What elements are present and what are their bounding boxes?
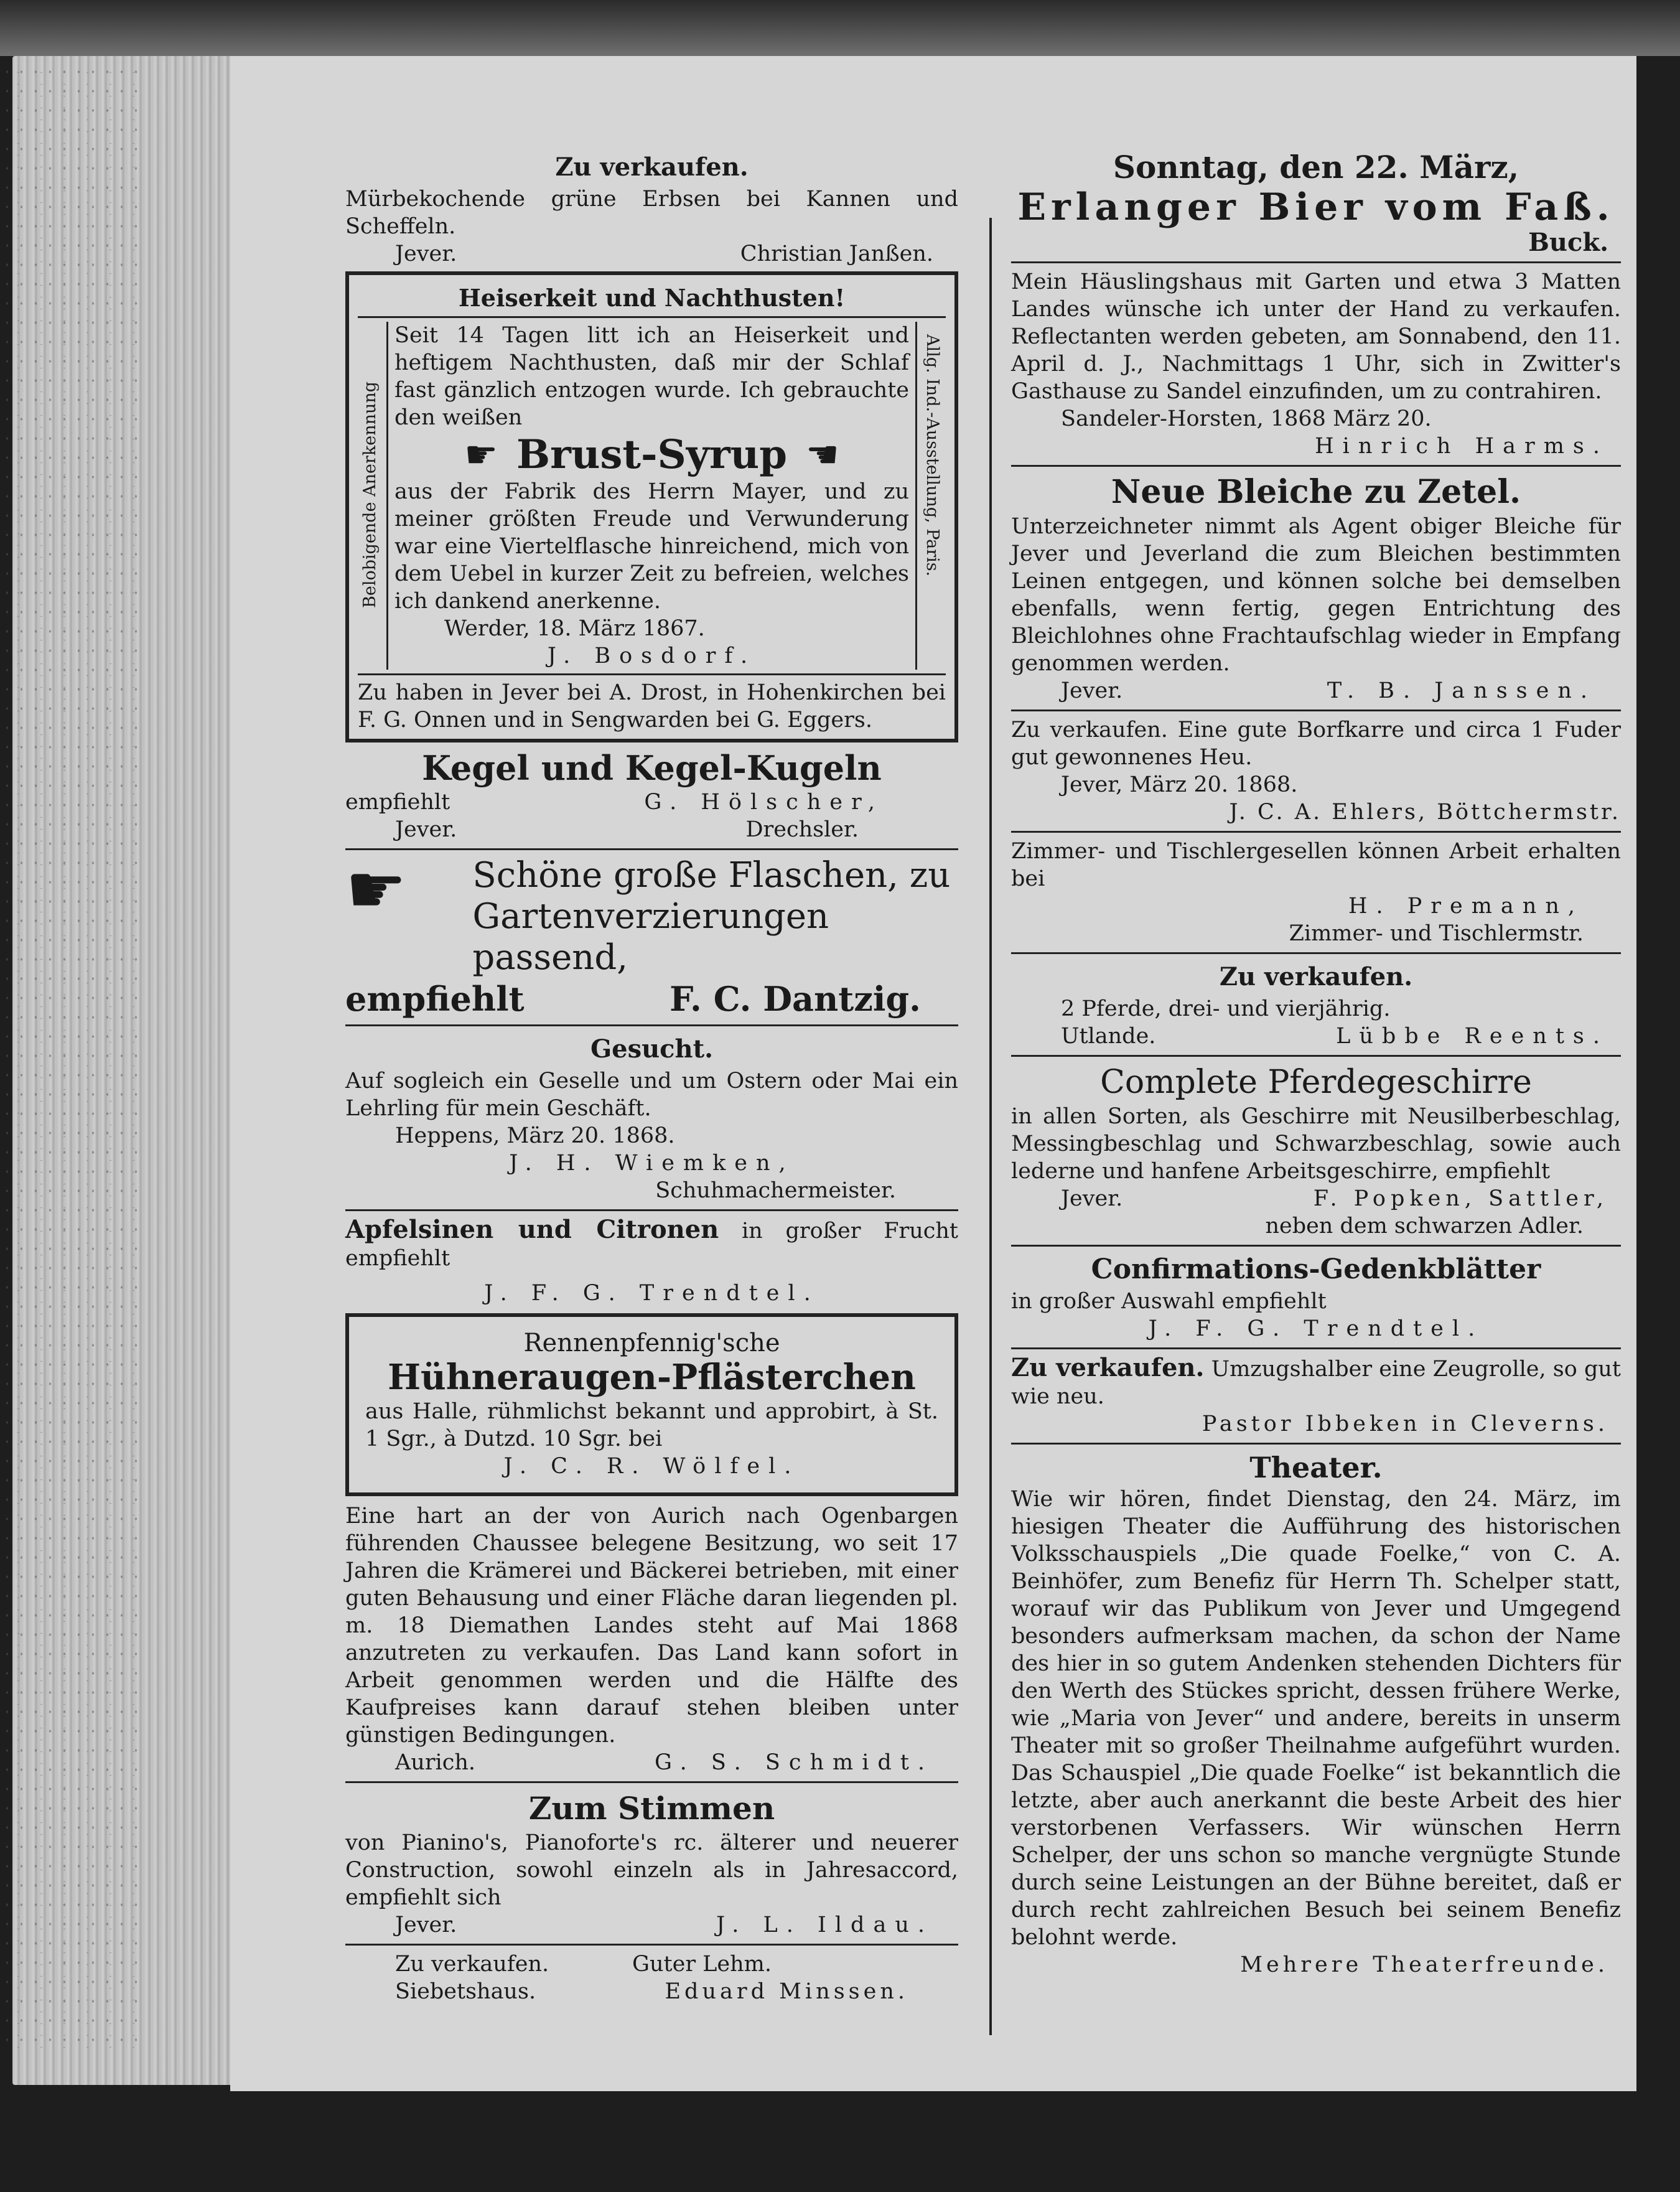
ad-lehm	[345, 1951, 958, 2005]
divider	[345, 1024, 958, 1026]
ad-brust-syrup	[345, 271, 958, 742]
ad-line-1: Sonntag, den 22. März,	[1113, 149, 1519, 185]
ad-title: Zu verkaufen.	[1219, 962, 1413, 991]
ad-pferdegeschirre	[1011, 1062, 1621, 1240]
ad-place: Utlande.	[1061, 1024, 1156, 1049]
ad-name: T. B. Janssen.	[1327, 678, 1596, 703]
divider	[1011, 831, 1621, 833]
ad-name: Lübbe Reents.	[1336, 1024, 1608, 1049]
ad-place: Siebetshaus.	[395, 1979, 536, 2004]
ad-name: J. F. G. Trendtel.	[484, 1281, 819, 1306]
right-column	[1011, 149, 1621, 1979]
ad-confirmation	[1011, 1252, 1621, 1342]
divider	[345, 1944, 958, 1946]
ad-pferde	[1011, 959, 1621, 1050]
ad-label: empfiehlt	[345, 790, 450, 815]
ad-name: G. Hölscher,	[644, 790, 884, 815]
ad-job: Schuhmachermeister.	[655, 1178, 896, 1203]
ad-text: aus Halle, rühmlichst bekannt und approbirt, à St. 1 Sgr., à Dutzd. 10 Sgr. bei	[365, 1399, 938, 1451]
left-column	[345, 149, 958, 2005]
ad-name: J. L. Ildau.	[716, 1913, 933, 1937]
ad-text-2: aus der Fabrik des Herrn Mayer, und zu meiner größten Freude und Verwunderung war eine Viertelflasche hinreichend, mich von dem Uebel in kurzer Zeit zu befreien, welches ich dankend anerkenne.	[394, 479, 909, 614]
ad-huehneraugen	[345, 1313, 958, 1496]
ad-text: Mein Häuslingshaus mit Garten und etwa 3 Matten Landes wünsche ich unter der Hand zu verkaufen. Reflectanten werden gebeten, am Sonnabend, den 11. April d. J., Nachmittags 1 Uhr, sich in Zwitter's Gasthause zu Sandel einzufinden, um zu contrahiren.	[1011, 269, 1621, 404]
ad-place: Jever.	[1061, 678, 1123, 703]
ad-name: Christian Janßen.	[740, 241, 933, 266]
side-label-left-box	[358, 322, 388, 670]
divider	[1011, 710, 1621, 711]
ad-line-1: Schöne große Flaschen, zu	[472, 855, 951, 896]
ad-haeuslingshaus	[1011, 268, 1621, 460]
ad-name: F. Popken, Sattler,	[1313, 1186, 1608, 1211]
pointing-hand-left-icon: ☛	[805, 433, 839, 477]
ad-zimmergesellen	[1011, 838, 1621, 947]
divider	[345, 1209, 958, 1211]
ad-text: in großer Frucht empfiehlt	[345, 1219, 958, 1271]
column-divider	[989, 218, 992, 2035]
ad-text: Zu verkaufen. Eine gute Borfkarre und circa 1 Fuder gut gewonnenes Heu.	[1011, 718, 1621, 770]
ad-date: Werder, 18. März 1867.	[444, 616, 705, 641]
ad-text: Eine hart an der von Aurich nach Ogenbargen führenden Chaussee belegene Besitzung, wo seit 17 Jahren die Krämerei und Bäckerei betrieben, mit einer guten Behausung und einer Fläche daran liegenden pl. m. 18 Diemathen Landes steht auf Mai 1868 anzutreten zu verkaufen. Das Land kann sofort in Arbeit genommen werden und die Hälfte des Kaufpreises kann darauf stehen bleiben unter günstigen Bedingungen.	[345, 1504, 958, 1748]
ad-besitzung	[345, 1502, 958, 1776]
ad-title: Gesucht.	[590, 1034, 714, 1064]
ad-name: H. Premann,	[1348, 894, 1584, 919]
divider	[1011, 1443, 1621, 1445]
ad-text: Zimmer- und Tischlergesellen können Arbeit erhalten bei	[1011, 839, 1621, 891]
ad-date: Jever, März 20. 1868.	[1061, 772, 1298, 797]
ad-kegel	[345, 747, 958, 843]
ad-date: Sandeler-Horsten, 1868 März 20.	[1061, 406, 1432, 431]
ad-footer: Zu haben in Jever bei A. Drost, in Hohenkirchen bei F. G. Onnen und in Sengwarden bei G. Eggers.	[358, 673, 946, 734]
ad-date: Heppens, März 20. 1868.	[395, 1123, 675, 1148]
ad-title: Kegel und Kegel-Kugeln	[422, 748, 882, 788]
speckled-book-edge	[0, 62, 149, 2054]
ad-job: Drechsler.	[745, 817, 859, 842]
ad-title: Zu verkaufen.	[395, 1952, 549, 1977]
ad-text: 2 Pferde, drei- und vierjährig.	[1061, 996, 1391, 1021]
ad-text: Unterzeichneter nimmt als Agent obiger Bleiche für Jever und Jeverland die zum Bleichen bestimmten Leinen entgegen, und können solche bei demselben ebenfalls, wenn fertig, gegen Entrichtung des Bleichlohnes ohne Frachtaufschlag wieder in Empfang genommen werden.	[1011, 514, 1621, 676]
ad-place: Jever.	[1061, 1186, 1123, 1211]
ad-signature: J. Bosdorf.	[547, 644, 757, 668]
ad-title: Apfelsinen und Citronen	[345, 1215, 719, 1244]
side-label-left: Belobigende Anerkennung	[360, 381, 380, 608]
ad-title: Complete Pferdegeschirre	[1100, 1064, 1532, 1101]
product-row	[394, 431, 909, 478]
ad-text: Guter Lehm.	[632, 1952, 772, 1977]
ad-apfelsinen	[345, 1216, 958, 1307]
divider	[1011, 952, 1621, 954]
ad-bleiche	[1011, 472, 1621, 705]
pointing-hand-right-icon: ☛	[464, 433, 498, 477]
ad-text: in allen Sorten, als Geschirre mit Neusilberbeschlag, Messingbeschlag und Schwarzbeschlag, sowie auch lederne und hanfene Arbeitsgeschirre, empfiehlt	[1011, 1104, 1621, 1184]
ad-label: empfiehlt	[345, 979, 525, 1019]
ad-name: Hinrich Harms.	[1315, 434, 1608, 459]
ad-signature: Mehrere Theaterfreunde.	[1240, 1952, 1608, 1977]
ad-bier	[1011, 149, 1621, 256]
product-name: Brust-Syrup	[516, 431, 787, 478]
ad-text: in großer Auswahl empfiehlt	[1011, 1289, 1327, 1314]
divider	[345, 848, 958, 850]
ad-line-2: Gartenverzierungen passend,	[472, 896, 829, 978]
ad-title: Zum Stimmen	[528, 1790, 775, 1827]
ad-text: Mürbekochende grüne Erbsen bei Kannen und Scheffeln.	[345, 187, 958, 239]
ad-name: G. S. Schmidt.	[654, 1750, 933, 1775]
ad-theater	[1011, 1450, 1621, 1979]
side-label-right-box	[915, 322, 946, 670]
ad-title: Hühneraugen-Pflästerchen	[388, 1357, 916, 1398]
divider	[1011, 261, 1621, 263]
ad-address: neben dem schwarzen Adler.	[1265, 1214, 1584, 1239]
ad-place: Jever.	[395, 1913, 457, 1937]
ad-title: Confirmations-Gedenkblätter	[1091, 1253, 1541, 1285]
ad-gesucht	[345, 1031, 958, 1204]
ad-stimmen	[345, 1788, 958, 1939]
ad-text: Seit 14 Tagen litt ich an Heiserkeit und heftigem Nachthusten, daß mir der Schlaf fast gänzlich entzogen wurde. Ich gebrauchte den weißen	[394, 323, 909, 430]
ad-name: J. C. R. Wölfel.	[503, 1454, 800, 1479]
ad-text: Umzugshalber eine Zeugrolle, so gut wie neu.	[1011, 1357, 1621, 1409]
ad-text: von Pianino's, Pianoforte's rc. älterer und neuerer Construction, sowohl einzeln als in Jahresaccord, empfiehlt sich	[345, 1830, 958, 1910]
ad-title: Zu verkaufen.	[555, 152, 749, 182]
ad-name: Eduard Minssen.	[665, 1979, 908, 2004]
divider	[1011, 465, 1621, 467]
ad-flaschen	[345, 850, 958, 1019]
divider	[1011, 1055, 1621, 1057]
pointing-hand-icon: ☛	[345, 850, 407, 929]
divider	[1011, 1245, 1621, 1247]
ad-title: Zu verkaufen.	[1011, 1353, 1205, 1382]
ad-place: Jever.	[395, 241, 457, 266]
ad-job: Zimmer- und Tischlermstr.	[1289, 921, 1584, 946]
ad-place: Aurich.	[395, 1750, 476, 1775]
ad-text: Auf sogleich ein Geselle und um Ostern oder Mai ein Lehrling für mein Geschäft.	[345, 1069, 958, 1121]
side-label-right: Allg. Ind.-Ausstellung, Paris.	[923, 334, 942, 577]
divider	[1011, 1347, 1621, 1349]
ad-erbsen	[345, 149, 958, 268]
ad-name: J. H. Wiemken,	[509, 1151, 795, 1176]
ad-name: Pastor Ibbeken in Cleverns.	[1202, 1412, 1608, 1436]
ad-name: J. F. G. Trendtel.	[1148, 1316, 1484, 1341]
ad-title: Theater.	[1249, 1451, 1383, 1484]
ad-line-1: Rennenpfennig'sche	[523, 1329, 780, 1357]
ad-borfkarre	[1011, 716, 1621, 826]
ad-place: Jever.	[395, 817, 457, 842]
top-strip	[0, 0, 1680, 56]
ad-title: Neue Bleiche zu Zetel.	[1111, 473, 1521, 511]
ad-header: Heiserkeit und Nachthusten!	[358, 280, 946, 318]
ad-line-2: Erlanger Bier vom Faß.	[1017, 185, 1615, 229]
ad-name: F. C. Dantzig.	[670, 979, 921, 1019]
divider	[345, 1781, 958, 1783]
ad-name: J. C. A. Ehlers, Böttchermstr.	[1229, 800, 1621, 825]
ad-text: Wie wir hören, findet Dienstag, den 24. März, im hiesigen Theater die Aufführung des historischen Volksschauspiels „Die quade Foelke,“ von C. A. Beinhöfer, zum Benefiz für Herrn Th. Schelper statt, worauf wir das Publikum von Jever und Umgegend besonders aufmerksam machen, da schon der Name des hier in so gutem Andenken stehenden Dichters für den Werth des Stückes spricht, dessen frühere Werke, wie „Maria von Jever“ und andere, bereits in unserm Theater mit so großer Theilnahme aufgeführt wurden. Das Schauspiel „Die quade Foelke“ ist bekanntlich die letzte, aber auch anerkannt die beste Arbeit des hier verstorbenen Verfassers. Wir wünschen Herrn Schelper, der uns schon so manche vergnügte Stunde durch seine Leistungen an der Bühne bereitet, daß er durch recht zahlreichen Besuch bei seinem Benefiz belohnt werde.	[1011, 1487, 1621, 1950]
ad-name: Buck.	[1528, 228, 1608, 257]
ad-zeugrolle	[1011, 1354, 1621, 1438]
